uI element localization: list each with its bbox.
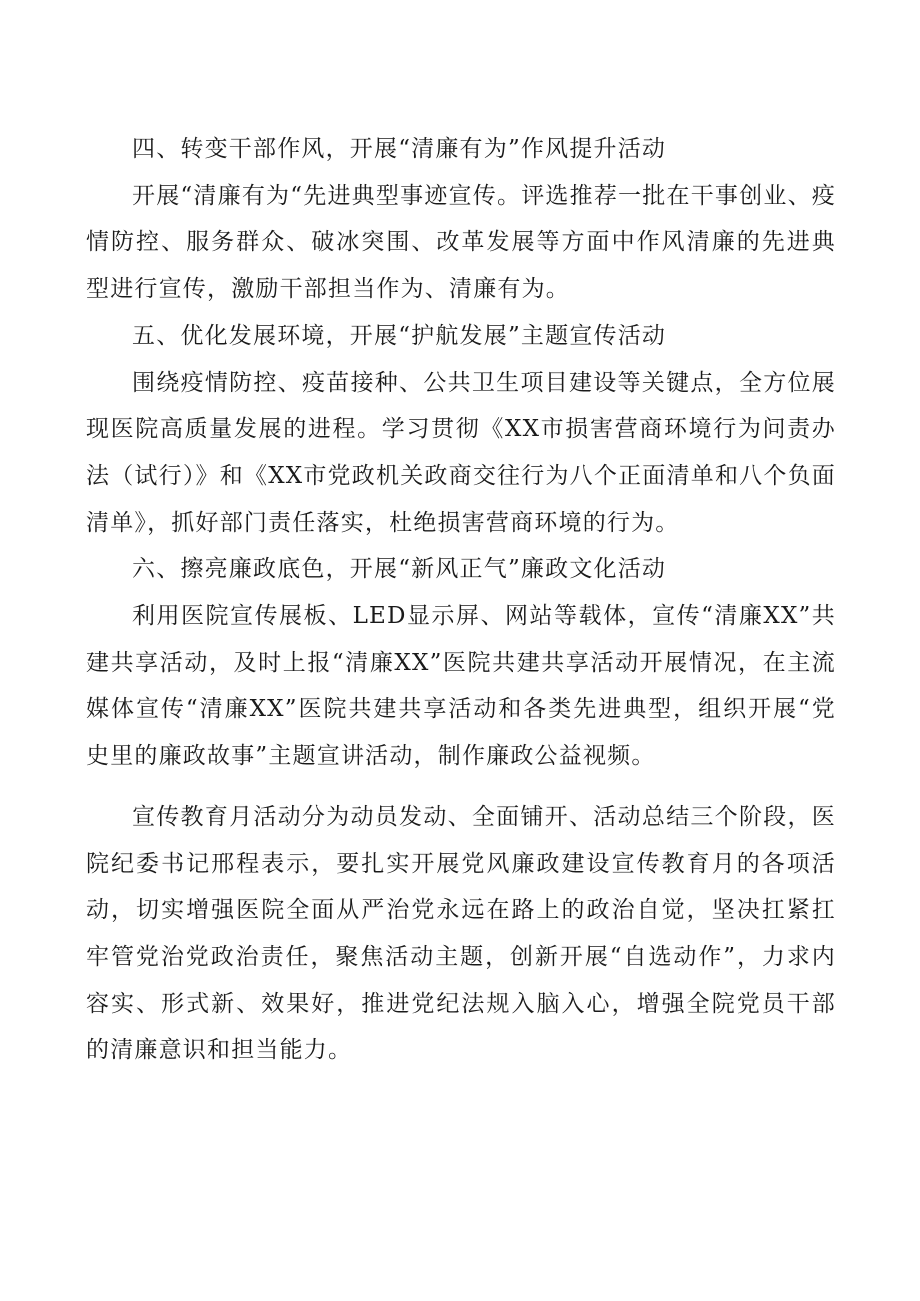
section-heading-4: 四、转变干部作风，开展“清廉有为”作风提升活动 (132, 136, 667, 162)
section-heading-5: 五、优化发展环境，开展“护航发展”主题宣传活动 (132, 322, 667, 349)
closing-paragraph: 宣传教育月活动分为动员发动、全面铺开、活动总结三个阶段，医院纪委书记邢程表示，要扎实开展党风廉政建设宣传教育月的各项活动，切实增强医院全面从严治党永远在路上的政治自觉，坚决扛紧扛牢管党治党政治责任，聚焦活动主题，创新开展“自选动作”，力求内容实、形式新、效果好，推进党纪法规入脑入心，增强全院党员干部的清廉意识和担当能力。 (86, 803, 836, 1064)
section-heading-6: 六、擦亮廉政底色，开展“新风正气”廉政文化活动 (132, 556, 667, 583)
section-body-6: 利用医院宣传展板、LED显示屏、网站等载体，宣传“清廉XX”共建共享活动，及时上报“清廉XX”医院共建共享活动开展情况，在主流媒体宣传“清廉XX”医院共建共享活动和各类先进典型，组织开展“党史里的廉政故事”主题宣讲活动，制作廉政公益视频。 (86, 603, 836, 770)
paragraph-gap (86, 780, 836, 794)
section-body-5: 围绕疫情防控、疫苗接种、公共卫生项目建设等关键点，全方位展现医院高质量发展的进程。学习贯彻《XX市损害营商环境行为问责办法（试行）》和《XX市党政机关政商交往行为八个正面清单和八个负面清单》，抓好部门责任落实，杜绝损害营商环境的行为。 (86, 369, 836, 536)
section-body-4: 开展“清廉有为“先进典型事迹宣传。评选推荐一批在干事创业、疫情防控、服务群众、破冰突围、改革发展等方面中作风清廉的先进典型进行宣传，激励干部担当作为、清廉有为。 (86, 182, 836, 303)
document-body (86, 126, 836, 1074)
